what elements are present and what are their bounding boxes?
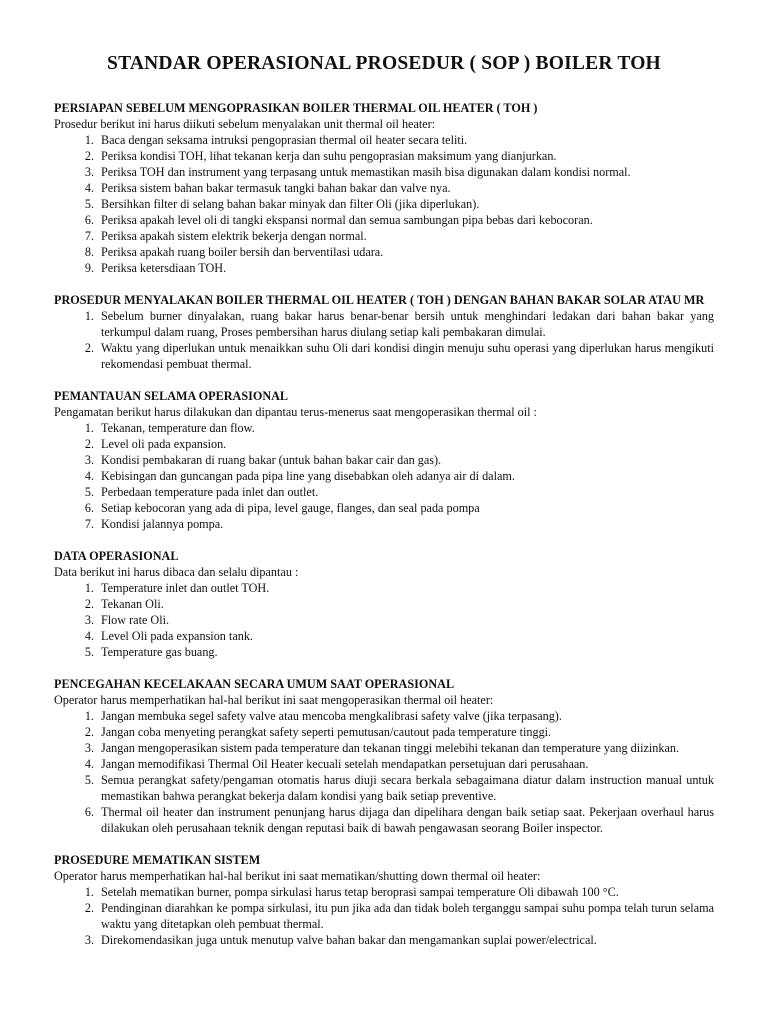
list-item-text: Jangan coba menyeting perangkat safety seperti pemutusan/cautout pada temperature tinggi.	[101, 725, 552, 739]
list-item-number: 3.	[84, 741, 94, 755]
list-item	[54, 260, 714, 276]
numbered-list	[54, 580, 714, 660]
list-item	[54, 164, 714, 180]
list-item-text: Tekanan Oli.	[101, 597, 164, 611]
list-item-number: 6.	[84, 805, 94, 819]
list-item	[54, 244, 714, 260]
list-item-text: Pendinginan diarahkan ke pompa sirkulasi, itu pun jika ada dan tidak boleh terganggu sampai suhu pompa telah turun selama waktu yang ditetapkan oleh pembuat thermal.	[101, 901, 714, 931]
list-item	[54, 628, 714, 644]
list-item-number: 1.	[84, 581, 94, 595]
list-item-number: 7.	[84, 517, 94, 531]
list-item-number: 4.	[84, 469, 94, 483]
list-item-text: Kondisi pembakaran di ruang bakar (untuk bahan bakar cair dan gas).	[101, 453, 442, 467]
list-item	[54, 148, 714, 164]
list-item	[54, 516, 714, 532]
list-item-number: 3.	[84, 933, 94, 947]
list-item-text: Setelah mematikan burner, pompa sirkulasi harus tetap beroprasi sampai temperature Oli dibawah 100 °C.	[101, 885, 619, 899]
list-item	[54, 132, 714, 148]
list-item	[54, 804, 714, 836]
section	[54, 388, 714, 532]
list-item-text: Baca dengan seksama intruksi pengoprasian thermal oil heater secara teliti.	[101, 133, 468, 147]
section-heading: PERSIAPAN SEBELUM MENGOPRASIKAN BOILER THERMAL OIL HEATER ( TOH )	[54, 101, 538, 115]
section	[54, 292, 714, 372]
section	[54, 852, 714, 948]
sections-container	[54, 100, 714, 948]
list-item-number: 5.	[84, 485, 94, 499]
list-item-text: Jangan memodifikasi Thermal Oil Heater kecuali setelah mendapatkan persetujuan dari perusahaan.	[101, 757, 589, 771]
list-item-number: 2.	[84, 341, 94, 355]
list-item-text: Flow rate Oli.	[101, 613, 170, 627]
list-item-text: Semua perangkat safety/pengaman otomatis harus diuji secara berkala sebagaimana diatur dalam instruction manual untuk memastikan bahwa perangkat bekerja dalam kondisi yang baik setiap preventive.	[101, 773, 714, 803]
list-item-text: Direkomendasikan juga untuk menutup valve bahan bakar dan mengamankan suplai power/electrical.	[101, 933, 597, 947]
list-item	[54, 724, 714, 740]
list-item-number: 2.	[84, 725, 94, 739]
list-item-number: 3.	[84, 165, 94, 179]
list-item	[54, 196, 714, 212]
list-item	[54, 644, 714, 660]
list-item	[54, 484, 714, 500]
list-item-text: Sebelum burner dinyalakan, ruang bakar harus benar-benar bersih untuk menghindari ledakan dari bahan bakar yang terkumpul dalam ruang, Proses pembersihan harus diulang setiap kali pembakaran dimulai.	[101, 309, 714, 339]
list-item-number: 1.	[84, 885, 94, 899]
numbered-list	[54, 884, 714, 948]
section-intro: Pengamatan berikut harus dilakukan dan dipantau terus-menerus saat mengoperasikan thermal oil :	[54, 405, 537, 419]
list-item-number: 4.	[84, 757, 94, 771]
list-item-text: Kebisingan dan guncangan pada pipa line yang disebabkan oleh adanya air di dalam.	[101, 469, 515, 483]
list-item-text: Periksa TOH dan instrument yang terpasang untuk memastikan masih bisa digunakan dalam kondisi normal.	[101, 165, 631, 179]
section-heading: PEMANTAUAN SELAMA OPERASIONAL	[54, 389, 289, 403]
list-item-number: 4.	[84, 181, 94, 195]
list-item	[54, 228, 714, 244]
section-heading: PROSEDUR MENYALAKAN BOILER THERMAL OIL HEATER ( TOH ) DENGAN BAHAN BAKAR SOLAR ATAU MR	[54, 293, 705, 307]
section-heading: PROSEDURE MEMATIKAN SISTEM	[54, 853, 261, 867]
list-item-number: 2.	[84, 437, 94, 451]
list-item-text: Jangan membuka segel safety valve atau mencoba mengkalibrasi safety valve (jika terpasang).	[101, 709, 562, 723]
list-item-number: 9.	[84, 261, 94, 275]
section-heading: DATA OPERASIONAL	[54, 549, 179, 563]
list-item-text: Periksa apakah ruang boiler bersih dan berventilasi udara.	[101, 245, 384, 259]
list-item-text: Temperature inlet dan outlet TOH.	[101, 581, 270, 595]
list-item	[54, 340, 714, 372]
list-item-text: Jangan mengoperasikan sistem pada temperature dan tekanan tinggi melebihi tekanan dan temperature yang diizinkan.	[101, 741, 680, 755]
list-item	[54, 180, 714, 196]
list-item	[54, 884, 714, 900]
list-item	[54, 900, 714, 932]
list-item-text: Temperature gas buang.	[101, 645, 218, 659]
list-item-number: 3.	[84, 613, 94, 627]
list-item-text: Kondisi jalannya pompa.	[101, 517, 224, 531]
list-item-text: Periksa sistem bahan bakar termasuk tangki bahan bakar dan valve nya.	[101, 181, 451, 195]
list-item-text: Waktu yang diperlukan untuk menaikkan suhu Oli dari kondisi dingin menuju suhu operasi yang diperlukan harus mengikuti rekomendasi pembuat thermal.	[101, 341, 714, 371]
list-item-number: 4.	[84, 629, 94, 643]
numbered-list	[54, 308, 714, 372]
list-item	[54, 596, 714, 612]
section	[54, 676, 714, 836]
list-item	[54, 308, 714, 340]
list-item-text: Perbedaan temperature pada inlet dan outlet.	[101, 485, 319, 499]
list-item	[54, 932, 714, 948]
section-intro: Data berikut ini harus dibaca dan selalu dipantau :	[54, 565, 299, 579]
list-item-text: Periksa kondisi TOH, lihat tekanan kerja dan suhu pengoprasian maksimum yang dianjurkan.	[101, 149, 557, 163]
list-item-number: 5.	[84, 197, 94, 211]
list-item	[54, 708, 714, 724]
section	[54, 100, 714, 276]
section-intro: Operator harus memperhatikan hal-hal berikut ini saat mematikan/shutting down thermal oil heater:	[54, 869, 541, 883]
list-item	[54, 740, 714, 756]
list-item	[54, 612, 714, 628]
list-item-text: Level Oli pada expansion tank.	[101, 629, 253, 643]
numbered-list	[54, 132, 714, 276]
list-item-text: Thermal oil heater dan instrument penunjang harus dijaga dan dipelihara dengan baik setiap saat. Pekerjaan overhaul harus dilakukan oleh perusahaan teknik dengan reputasi baik di bawah pengawasan seorang Boiler inspector.	[101, 805, 714, 835]
list-item-text: Level oli pada expansion.	[101, 437, 227, 451]
list-item-number: 1.	[84, 133, 94, 147]
list-item-number: 1.	[84, 709, 94, 723]
list-item-number: 6.	[84, 213, 94, 227]
list-item-number: 3.	[84, 453, 94, 467]
list-item-text: Periksa apakah sistem elektrik bekerja dengan normal.	[101, 229, 367, 243]
list-item	[54, 436, 714, 452]
list-item-number: 8.	[84, 245, 94, 259]
list-item-number: 5.	[84, 645, 94, 659]
section-intro: Prosedur berikut ini harus diikuti sebelum menyalakan unit thermal oil heater:	[54, 117, 436, 131]
list-item-text: Bersihkan filter di selang bahan bakar minyak dan filter Oli (jika diperlukan).	[101, 197, 480, 211]
list-item	[54, 756, 714, 772]
section	[54, 548, 714, 660]
list-item-number: 1.	[84, 309, 94, 323]
list-item-number: 1.	[84, 421, 94, 435]
list-item-number: 6.	[84, 501, 94, 515]
list-item-text: Setiap kebocoran yang ada di pipa, level gauge, flanges, dan seal pada pompa	[101, 501, 480, 515]
list-item	[54, 500, 714, 516]
list-item-number: 5.	[84, 773, 94, 787]
document-title: STANDAR OPERASIONAL PROSEDUR ( SOP ) BOILER TOH	[107, 53, 661, 74]
list-item-number: 2.	[84, 901, 94, 915]
list-item-text: Tekanan, temperature dan flow.	[101, 421, 255, 435]
list-item-number: 2.	[84, 149, 94, 163]
list-item-number: 7.	[84, 229, 94, 243]
section-intro: Operator harus memperhatikan hal-hal berikut ini saat mengoperasikan thermal oil heater:	[54, 693, 494, 707]
section-heading: PENCEGAHAN KECELAKAAN SECARA UMUM SAAT OPERASIONAL	[54, 677, 455, 691]
list-item	[54, 452, 714, 468]
list-item	[54, 420, 714, 436]
list-item-number: 2.	[84, 597, 94, 611]
list-item	[54, 772, 714, 804]
numbered-list	[54, 708, 714, 836]
list-item	[54, 468, 714, 484]
list-item-text: Periksa ketersdiaan TOH.	[101, 261, 227, 275]
list-item	[54, 580, 714, 596]
list-item-text: Periksa apakah level oli di tangki ekspansi normal dan semua sambungan pipa bebas dari kebocoran.	[101, 213, 593, 227]
list-item	[54, 212, 714, 228]
numbered-list	[54, 420, 714, 532]
